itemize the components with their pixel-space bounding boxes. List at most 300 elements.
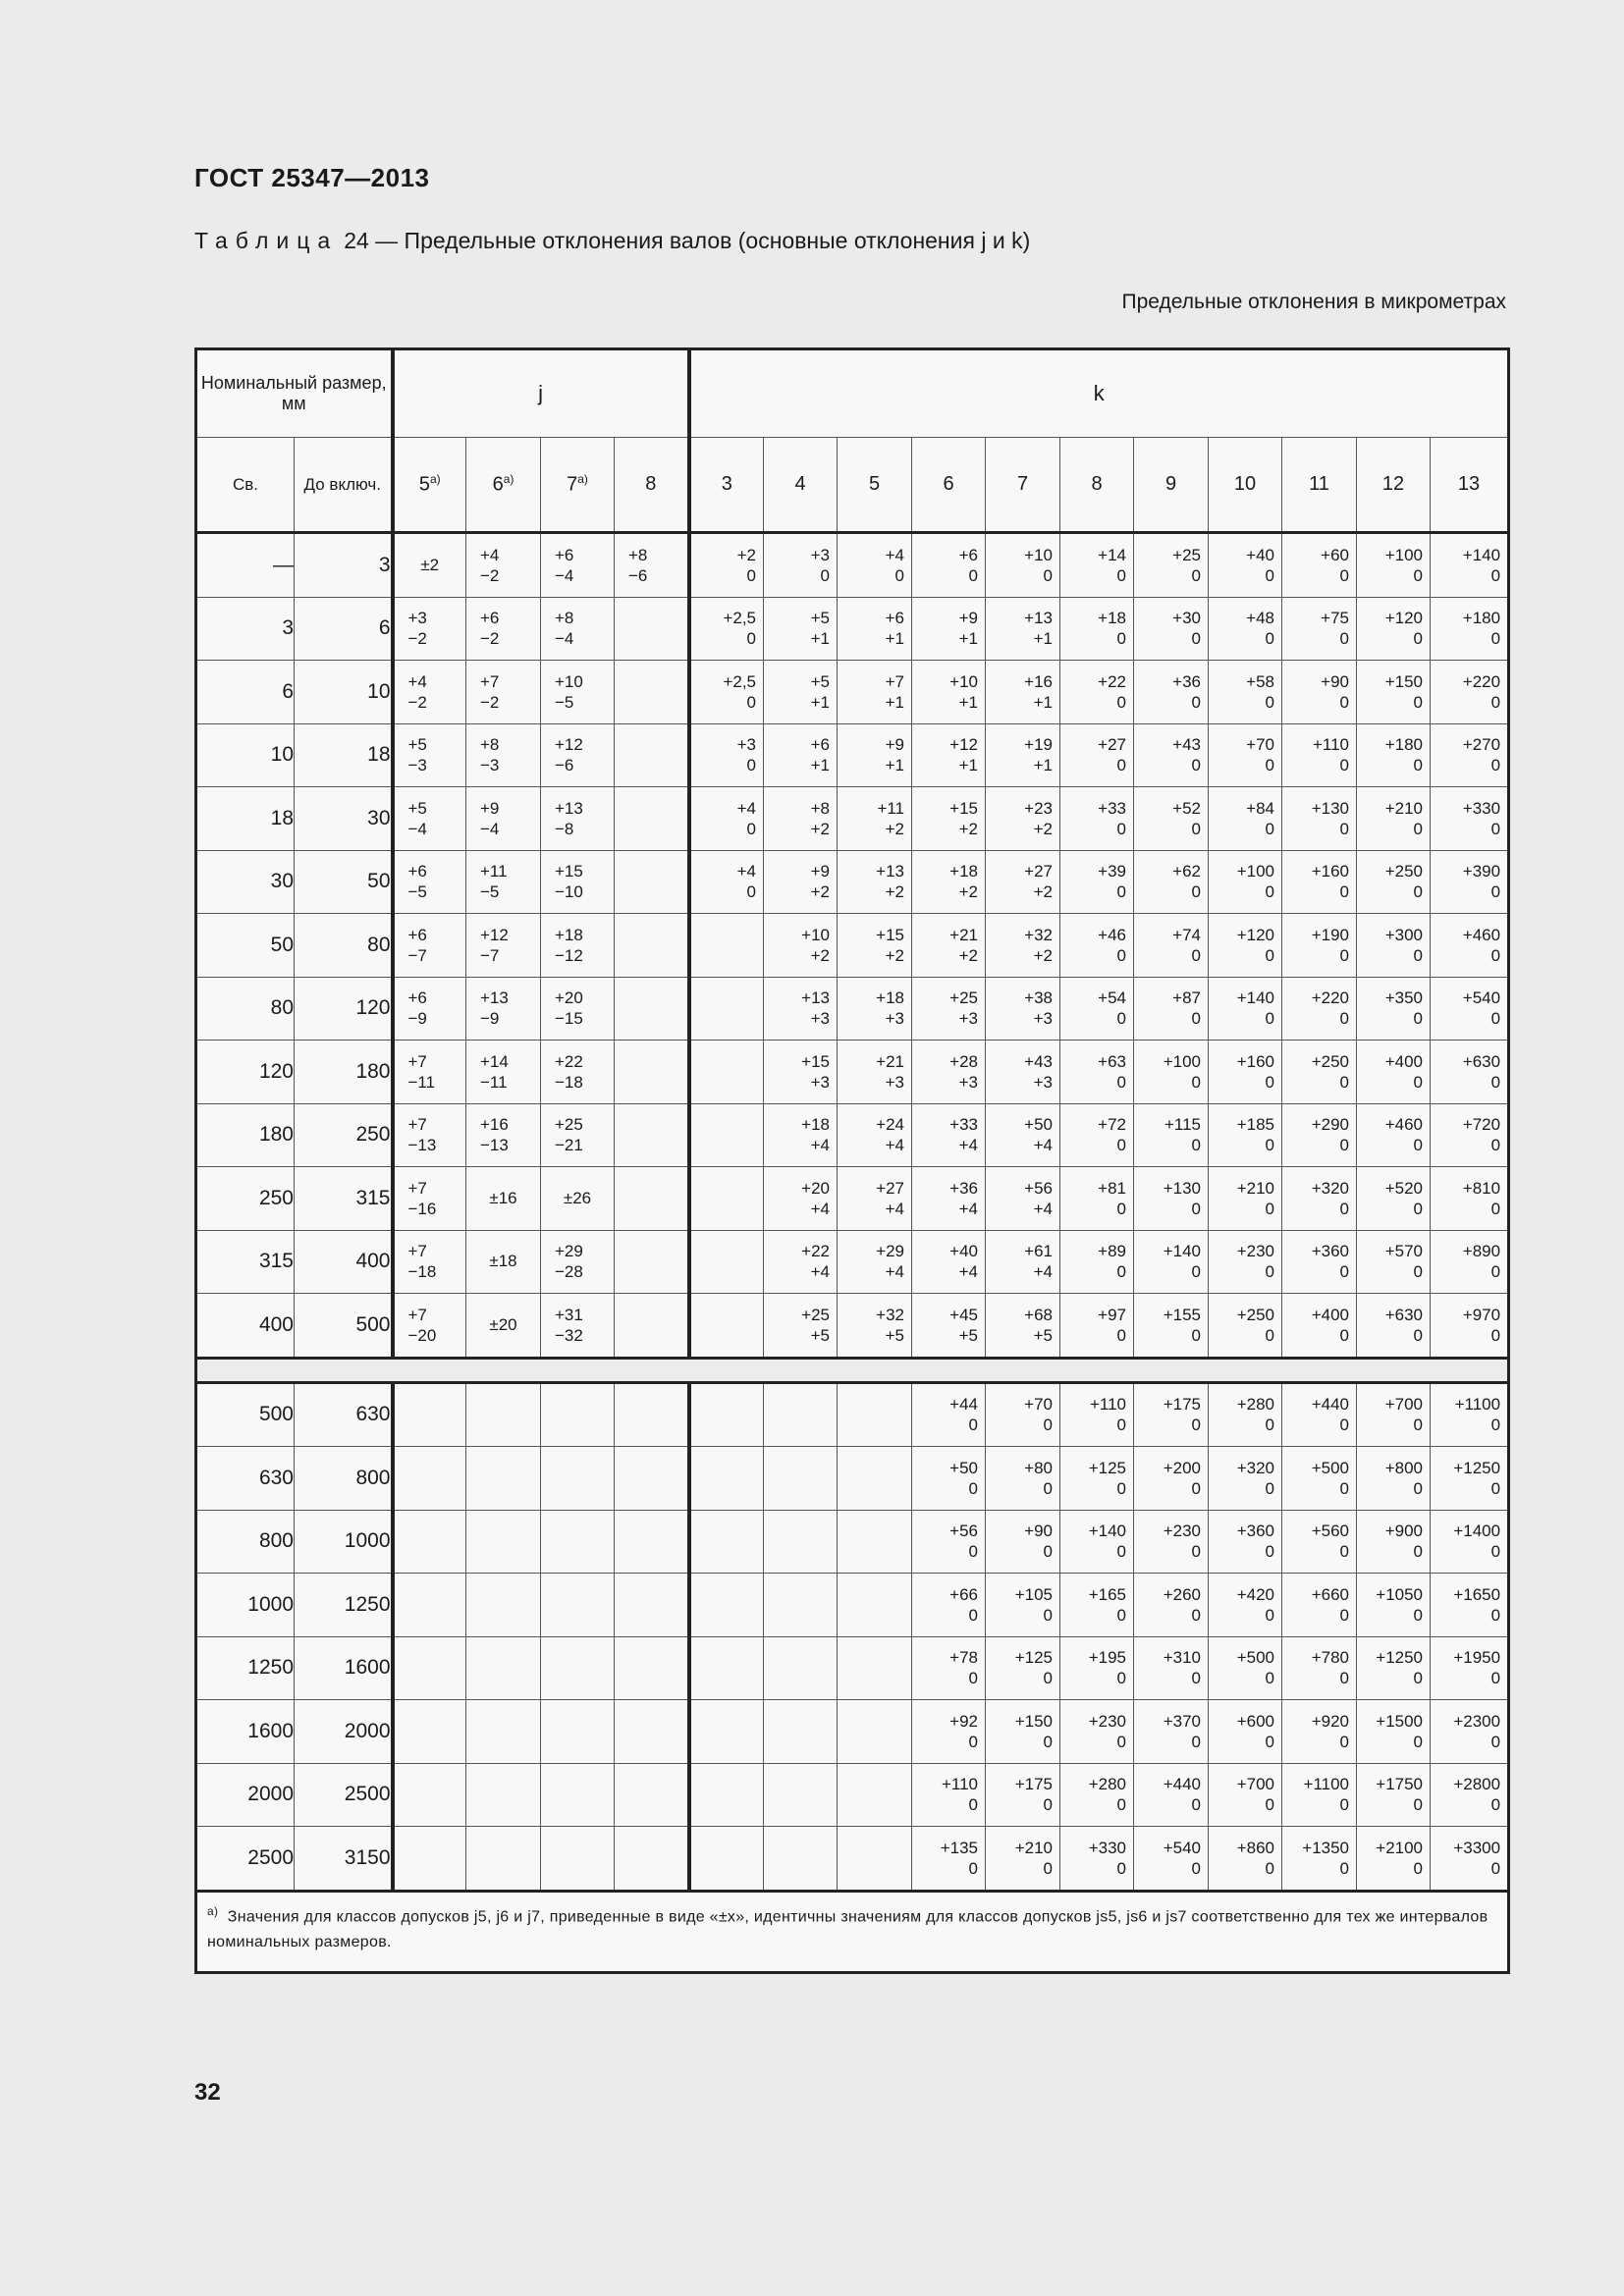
lower-deviation: +1: [885, 756, 905, 775]
table-row: [196, 1382, 1509, 1447]
upper-deviation: +5: [407, 798, 427, 818]
lower-deviation: +2: [958, 945, 979, 965]
deviation-cell: [764, 597, 838, 661]
upper-deviation: +27: [1024, 862, 1054, 881]
deviation-cell: [1357, 1294, 1431, 1359]
upper-deviation: +700: [1384, 1395, 1424, 1415]
upper-deviation: +660: [1311, 1584, 1350, 1604]
deviation-cell: [1209, 1827, 1282, 1892]
upper-deviation: +29: [555, 1242, 583, 1261]
upper-deviation: +10: [949, 671, 979, 691]
lower-deviation: 0: [1191, 1072, 1202, 1092]
lower-deviation: −32: [555, 1325, 583, 1345]
upper-deviation: +18: [949, 862, 979, 881]
deviation-cell: [1209, 1574, 1282, 1637]
deviation-cell: [986, 787, 1060, 851]
deviation-cell: [764, 1447, 838, 1511]
nominal-upto: 250: [295, 1103, 393, 1167]
deviation-cell: [689, 1447, 764, 1511]
lower-deviation: 0: [1413, 1478, 1424, 1498]
lower-deviation: 0: [1490, 1732, 1501, 1751]
header-j-col: $7^{а)}$: [541, 438, 615, 533]
lower-deviation: +4: [810, 1199, 831, 1218]
deviation-cell: [1134, 1294, 1209, 1359]
lower-deviation: 0: [1191, 629, 1202, 649]
upper-deviation: +1350: [1302, 1838, 1350, 1857]
deviation-cell: [838, 977, 912, 1041]
upper-deviation: +210: [1014, 1838, 1054, 1857]
deviation-cell: [838, 1167, 912, 1231]
deviation-cell: [393, 1636, 466, 1700]
lower-deviation: 0: [1339, 1199, 1350, 1218]
upper-deviation: +500: [1236, 1648, 1275, 1668]
document-header: ГОСТ 25347—2013: [194, 163, 430, 192]
upper-deviation: +11: [877, 798, 905, 818]
deviation-cell: [1357, 1636, 1431, 1700]
upper-deviation: +400: [1384, 1051, 1424, 1071]
deviation-cell: [615, 661, 689, 724]
deviation-cell: [912, 661, 986, 724]
deviation-cell: [689, 1510, 764, 1574]
deviation-cell: [541, 1763, 615, 1827]
deviation-cell: [764, 1700, 838, 1764]
deviation-cell: [764, 1294, 838, 1359]
deviations-table: [194, 347, 1510, 1974]
lower-deviation: +1: [958, 629, 979, 649]
lower-deviation: +3: [1033, 1009, 1054, 1029]
deviation-cell: [1134, 723, 1209, 787]
lower-deviation: 0: [1191, 565, 1202, 585]
upper-deviation: +50: [1024, 1115, 1054, 1135]
lower-deviation: +2: [885, 819, 905, 838]
deviation-cell: [838, 1103, 912, 1167]
lower-deviation: 0: [968, 1605, 979, 1625]
deviation-cell: [1431, 1103, 1509, 1167]
lower-deviation: 0: [1490, 1136, 1501, 1155]
deviation-cell: [1209, 1763, 1282, 1827]
deviation-cell: [764, 533, 838, 598]
nominal-over: 630: [196, 1447, 295, 1511]
lower-deviation: +1: [810, 692, 831, 712]
lower-deviation: 0: [1191, 1542, 1202, 1562]
upper-deviation: +19: [1024, 735, 1054, 755]
upper-deviation: +13: [1024, 609, 1054, 628]
deviation-cell: [1357, 1763, 1431, 1827]
deviation-cell: [838, 1510, 912, 1574]
upper-deviation: +440: [1163, 1775, 1202, 1794]
lower-deviation: 0: [1116, 1009, 1127, 1029]
deviation-cell: [466, 1382, 541, 1447]
upper-deviation: +13: [480, 988, 509, 1008]
deviation-cell: [1431, 1700, 1509, 1764]
deviation-cell: [986, 1167, 1060, 1231]
upper-deviation: +1950: [1453, 1648, 1501, 1668]
deviation-cell: [1282, 1574, 1357, 1637]
upper-deviation: +25: [949, 988, 979, 1008]
lower-deviation: 0: [1265, 1795, 1275, 1815]
nominal-upto: 80: [295, 914, 393, 978]
deviation-cell: [541, 1700, 615, 1764]
lower-deviation: 0: [1490, 1542, 1501, 1562]
lower-deviation: 0: [1490, 819, 1501, 838]
deviation-cell: [466, 597, 541, 661]
lower-deviation: 0: [1191, 1605, 1202, 1625]
lower-deviation: +4: [958, 1199, 979, 1218]
lower-deviation: 0: [1413, 1262, 1424, 1282]
deviation-cell: [466, 1574, 541, 1637]
symmetric-deviation: ±18: [489, 1252, 517, 1271]
upper-deviation: +400: [1311, 1305, 1350, 1324]
header-k-col: 7: [986, 438, 1060, 533]
upper-deviation: +360: [1236, 1522, 1275, 1541]
deviation-cell: [1134, 1700, 1209, 1764]
deviation-cell: [912, 1103, 986, 1167]
deviation-cell: [541, 1294, 615, 1359]
lower-deviation: 0: [1413, 1415, 1424, 1435]
upper-deviation: +7: [885, 671, 905, 691]
lower-deviation: 0: [1413, 565, 1424, 585]
deviation-cell: [1282, 661, 1357, 724]
lower-deviation: 0: [1116, 1199, 1127, 1218]
lower-deviation: 0: [1265, 629, 1275, 649]
table-row: [196, 977, 1509, 1041]
header-nominal-size: Номинальный размер, мм: [196, 349, 393, 438]
lower-deviation: 0: [1490, 756, 1501, 775]
lower-deviation: 0: [1116, 1795, 1127, 1815]
lower-deviation: 0: [1116, 1669, 1127, 1688]
table-row: [196, 1167, 1509, 1231]
upper-deviation: +6: [958, 545, 979, 564]
deviation-cell: [1357, 1574, 1431, 1637]
upper-deviation: +8: [810, 798, 831, 818]
deviation-cell: [393, 597, 466, 661]
table-row: [196, 1103, 1509, 1167]
lower-deviation: 0: [1490, 629, 1501, 649]
deviation-cell: [615, 597, 689, 661]
lower-deviation: −2: [480, 565, 500, 585]
upper-deviation: +320: [1236, 1458, 1275, 1477]
deviation-cell: [764, 977, 838, 1041]
lower-deviation: 0: [968, 1415, 979, 1435]
deviation-cell: [986, 1382, 1060, 1447]
nominal-upto: 50: [295, 850, 393, 914]
deviation-cell: [986, 1763, 1060, 1827]
upper-deviation: +135: [940, 1838, 979, 1857]
deviation-cell: [838, 1763, 912, 1827]
nominal-over: 18: [196, 787, 295, 851]
deviation-cell: [1357, 661, 1431, 724]
deviation-cell: [1357, 1700, 1431, 1764]
deviation-cell: [1134, 597, 1209, 661]
deviation-cell: [986, 1230, 1060, 1294]
deviation-cell: [1134, 1574, 1209, 1637]
upper-deviation: +2100: [1376, 1838, 1424, 1857]
deviation-cell: [1357, 597, 1431, 661]
table-caption-label: Таблица: [194, 228, 339, 253]
lower-deviation: +5: [958, 1325, 979, 1345]
lower-deviation: +2: [885, 882, 905, 902]
lower-deviation: 0: [1490, 1605, 1501, 1625]
symmetric-deviation: ±20: [489, 1314, 517, 1334]
table-row: [196, 850, 1509, 914]
lower-deviation: 0: [1413, 692, 1424, 712]
lower-deviation: 0: [1339, 1732, 1350, 1751]
lower-deviation: −28: [555, 1262, 583, 1282]
lower-deviation: 0: [1339, 1478, 1350, 1498]
lower-deviation: 0: [1265, 1009, 1275, 1029]
upper-deviation: +2800: [1453, 1775, 1501, 1794]
upper-deviation: +28: [949, 1051, 979, 1071]
lower-deviation: 0: [1413, 1325, 1424, 1345]
lower-deviation: −15: [555, 1009, 583, 1029]
lower-deviation: 0: [1413, 1009, 1424, 1029]
upper-deviation: +150: [1384, 671, 1424, 691]
upper-deviation: +56: [1024, 1178, 1054, 1198]
upper-deviation: +7: [407, 1178, 427, 1198]
upper-deviation: +36: [949, 1178, 979, 1198]
deviation-cell: [912, 1447, 986, 1511]
upper-deviation: +1100: [1303, 1775, 1350, 1794]
nominal-over: 500: [196, 1382, 295, 1447]
deviation-cell: [838, 1700, 912, 1764]
upper-deviation: +460: [1462, 925, 1501, 944]
lower-deviation: +2: [958, 882, 979, 902]
lower-deviation: −18: [407, 1262, 437, 1282]
lower-deviation: +4: [810, 1262, 831, 1282]
deviation-cell: [1060, 1041, 1134, 1104]
upper-deviation: +72: [1098, 1115, 1127, 1135]
deviation-cell: [466, 1700, 541, 1764]
upper-deviation: +16: [1024, 671, 1054, 691]
deviation-cell: [912, 533, 986, 598]
upper-deviation: +440: [1311, 1395, 1350, 1415]
upper-deviation: +570: [1384, 1242, 1424, 1261]
header-k-col: 8: [1060, 438, 1134, 533]
upper-deviation: +250: [1384, 862, 1424, 881]
deviation-cell: [912, 1230, 986, 1294]
upper-deviation: +4: [736, 862, 757, 881]
lower-deviation: +2: [810, 882, 831, 902]
upper-deviation: +68: [1024, 1305, 1054, 1324]
deviation-cell: [466, 1230, 541, 1294]
deviation-cell: [393, 1447, 466, 1511]
header-row-columns: [196, 438, 1509, 533]
table-footnote: [196, 1891, 1509, 1972]
deviation-cell: [1134, 1510, 1209, 1574]
upper-deviation: +6: [555, 545, 574, 564]
lower-deviation: −18: [555, 1072, 583, 1092]
nominal-over: 6: [196, 661, 295, 724]
nominal-over: 2500: [196, 1827, 295, 1892]
deviation-cell: [541, 661, 615, 724]
lower-deviation: 0: [1413, 1199, 1424, 1218]
upper-deviation: +350: [1384, 988, 1424, 1008]
deviation-cell: [1431, 977, 1509, 1041]
upper-deviation: +890: [1462, 1242, 1501, 1261]
deviation-cell: [838, 1827, 912, 1892]
deviation-cell: [838, 661, 912, 724]
deviation-cell: [1282, 1700, 1357, 1764]
nominal-upto: 6: [295, 597, 393, 661]
lower-deviation: 0: [968, 1795, 979, 1815]
upper-deviation: +2,5: [723, 671, 757, 691]
upper-deviation: +4: [885, 545, 905, 564]
deviation-cell: [986, 661, 1060, 724]
upper-deviation: +74: [1172, 925, 1202, 944]
upper-deviation: +60: [1321, 545, 1350, 564]
upper-deviation: +780: [1311, 1648, 1350, 1668]
lower-deviation: 0: [1490, 1262, 1501, 1282]
deviation-cell: [1134, 787, 1209, 851]
lower-deviation: 0: [1339, 565, 1350, 585]
lower-deviation: 0: [1413, 1542, 1424, 1562]
upper-deviation: +210: [1384, 798, 1424, 818]
nominal-upto: 1000: [295, 1510, 393, 1574]
upper-deviation: +180: [1384, 735, 1424, 755]
lower-deviation: 0: [1339, 819, 1350, 838]
lower-deviation: 0: [1490, 565, 1501, 585]
upper-deviation: +18: [1098, 609, 1127, 628]
deviation-cell: [541, 1230, 615, 1294]
upper-deviation: +11: [480, 862, 508, 881]
upper-deviation: +92: [949, 1711, 979, 1731]
upper-deviation: +24: [876, 1115, 905, 1135]
lower-deviation: 0: [746, 565, 757, 585]
deviation-cell: [1431, 1041, 1509, 1104]
deviation-cell: [689, 533, 764, 598]
table-row: [196, 1700, 1509, 1764]
upper-deviation: +56: [949, 1522, 979, 1541]
deviation-cell: [1060, 1294, 1134, 1359]
upper-deviation: +140: [1462, 545, 1501, 564]
lower-deviation: 0: [1116, 565, 1127, 585]
page-number: 32: [194, 2079, 221, 2106]
upper-deviation: +2: [736, 545, 757, 564]
upper-deviation: +2,5: [723, 609, 757, 628]
upper-deviation: +8: [480, 735, 500, 755]
deviation-cell: [764, 1167, 838, 1231]
deviation-cell: [838, 1574, 912, 1637]
lower-deviation: 0: [1265, 819, 1275, 838]
upper-deviation: +220: [1311, 988, 1350, 1008]
deviation-cell: [689, 1103, 764, 1167]
deviation-cell: [615, 787, 689, 851]
lower-deviation: −13: [407, 1136, 437, 1155]
deviation-cell: [541, 1103, 615, 1167]
lower-deviation: 0: [1191, 1136, 1202, 1155]
lower-deviation: 0: [1116, 1262, 1127, 1282]
lower-deviation: 0: [1339, 1858, 1350, 1878]
deviation-cell: [466, 1827, 541, 1892]
deviation-cell: [1134, 1041, 1209, 1104]
upper-deviation: +360: [1311, 1242, 1350, 1261]
upper-deviation: +175: [1163, 1395, 1202, 1415]
upper-deviation: +520: [1384, 1178, 1424, 1198]
upper-deviation: +970: [1462, 1305, 1501, 1324]
table-body-upper: [196, 533, 1509, 1359]
lower-deviation: −2: [480, 692, 500, 712]
upper-deviation: +370: [1163, 1711, 1202, 1731]
upper-deviation: +1400: [1453, 1522, 1501, 1541]
deviation-cell: [466, 1294, 541, 1359]
upper-deviation: +920: [1311, 1711, 1350, 1731]
upper-deviation: +390: [1462, 862, 1501, 881]
upper-deviation: +1500: [1376, 1711, 1424, 1731]
deviation-cell: [1060, 977, 1134, 1041]
lower-deviation: 0: [894, 565, 905, 585]
header-j-col: $6^{а)}$: [466, 438, 541, 533]
deviation-cell: [1209, 1103, 1282, 1167]
lower-deviation: −9: [480, 1009, 500, 1029]
deviation-cell: [986, 1636, 1060, 1700]
lower-deviation: 0: [1191, 1415, 1202, 1435]
deviation-cell: [1209, 597, 1282, 661]
upper-deviation: +110: [1089, 1395, 1127, 1415]
upper-deviation: +7: [407, 1115, 427, 1135]
deviation-cell: [689, 1636, 764, 1700]
deviation-cell: [1431, 597, 1509, 661]
deviation-cell: [1282, 1636, 1357, 1700]
deviation-cell: [615, 850, 689, 914]
nominal-upto: 18: [295, 723, 393, 787]
lower-deviation: 0: [1265, 1732, 1275, 1751]
upper-deviation: +33: [1098, 798, 1127, 818]
deviation-cell: [466, 1763, 541, 1827]
upper-deviation: +860: [1236, 1838, 1275, 1857]
upper-deviation: +140: [1163, 1242, 1202, 1261]
lower-deviation: 0: [1191, 756, 1202, 775]
header-k-col: 13: [1431, 438, 1509, 533]
upper-deviation: +12: [555, 735, 583, 755]
lower-deviation: −5: [555, 692, 574, 712]
deviation-cell: [1282, 1230, 1357, 1294]
table-row: [196, 1041, 1509, 1104]
lower-deviation: 0: [1339, 1325, 1350, 1345]
deviation-cell: [764, 1763, 838, 1827]
deviation-cell: [1431, 1574, 1509, 1637]
deviation-cell: [912, 1382, 986, 1447]
deviation-cell: [1209, 533, 1282, 598]
lower-deviation: 0: [1116, 882, 1127, 902]
lower-deviation: 0: [1265, 1262, 1275, 1282]
deviation-cell: [393, 977, 466, 1041]
deviation-cell: [838, 533, 912, 598]
upper-deviation: +61: [1024, 1242, 1054, 1261]
lower-deviation: 0: [1043, 1542, 1054, 1562]
upper-deviation: +3: [810, 545, 831, 564]
deviation-cell: [689, 1294, 764, 1359]
upper-deviation: +100: [1384, 545, 1424, 564]
header-k-col: 12: [1357, 438, 1431, 533]
deviation-cell: [1134, 1230, 1209, 1294]
deviation-cell: [1357, 1510, 1431, 1574]
upper-deviation: +6: [480, 609, 500, 628]
lower-deviation: 0: [1116, 1542, 1127, 1562]
lower-deviation: 0: [1265, 1669, 1275, 1688]
upper-deviation: +39: [1098, 862, 1127, 881]
symmetric-deviation: ±16: [489, 1188, 517, 1207]
lower-deviation: 0: [1490, 1415, 1501, 1435]
lower-deviation: +3: [958, 1072, 979, 1092]
lower-deviation: 0: [968, 1858, 979, 1878]
upper-deviation: +2300: [1453, 1711, 1501, 1731]
upper-deviation: +22: [555, 1051, 583, 1071]
nominal-over: 1250: [196, 1636, 295, 1700]
deviation-cell: [986, 1103, 1060, 1167]
lower-deviation: +2: [810, 945, 831, 965]
upper-deviation: +14: [480, 1051, 509, 1071]
upper-deviation: +810: [1462, 1178, 1501, 1198]
